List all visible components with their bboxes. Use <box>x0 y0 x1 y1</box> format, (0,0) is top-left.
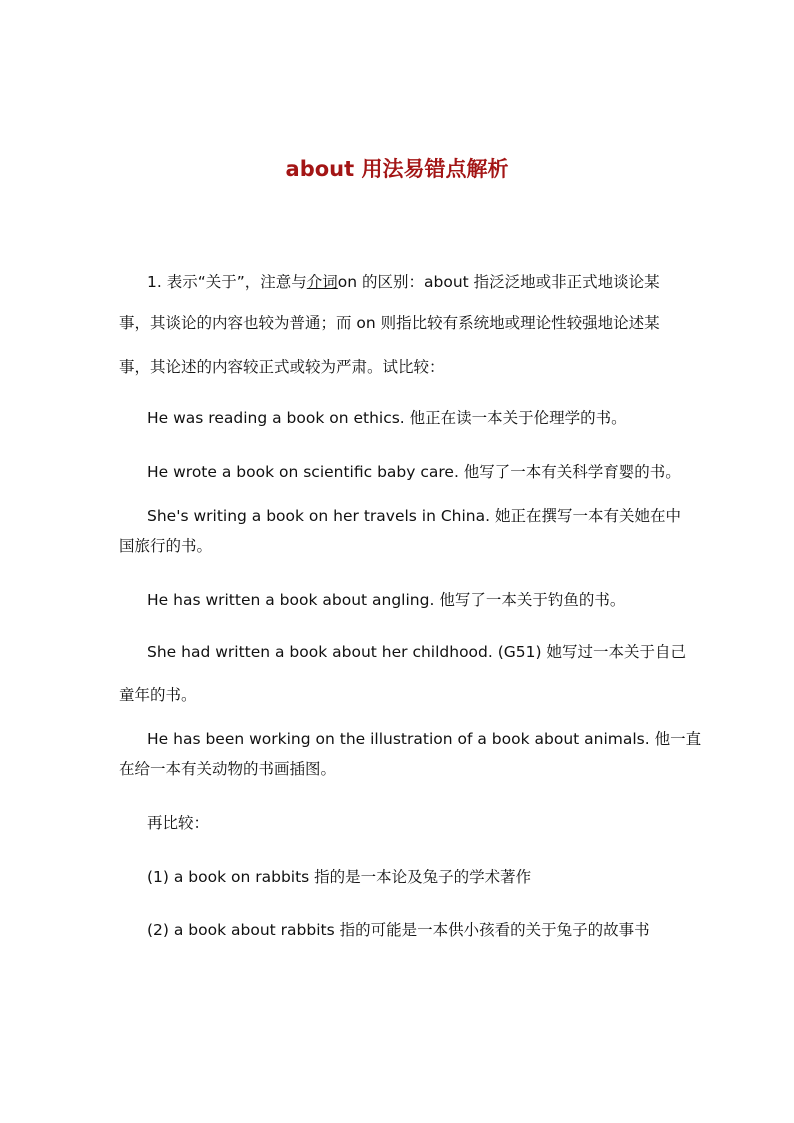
example-4: He has written a book about angling. 他写了一本关于钓鱼的书。 <box>147 591 626 609</box>
example-2: He wrote a book on scientific baby care. 他写了一本有关科学育婴的书。 <box>147 463 681 481</box>
preposition-link[interactable]: 介词 <box>306 273 338 291</box>
example-3-line-2: 国旅行的书。 <box>119 537 213 555</box>
compare-item-2: (2) a book about rabbits 指的可能是一本供小孩看的关于兔子的故事书 <box>147 921 650 939</box>
example-5-line-2: 童年的书。 <box>119 686 197 704</box>
intro-line-2: 事，其谈论的内容也较为普通；而 on 则指比较有系统地或理论性较强地论述某 <box>119 314 660 332</box>
intro-line-3: 事，其论述的内容较正式或较为严肃。试比较： <box>119 358 445 376</box>
compare-heading: 再比较： <box>147 814 210 832</box>
example-5-line-1: She had written a book about her childhood. (G51) 她写过一本关于自己 <box>147 643 686 661</box>
example-6-line-1: He has been working on the illustration of a book about animals. 他一直 <box>147 730 702 748</box>
example-1: He was reading a book on ethics. 他正在读一本关于伦理学的书。 <box>147 409 627 427</box>
intro-line-1-start: 1. 表示“关于”，注意与 <box>147 273 307 291</box>
compare-item-1: (1) a book on rabbits 指的是一本论及兔子的学术著作 <box>147 868 532 886</box>
example-3-line-1: She's writing a book on her travels in China. 她正在撰写一本有关她在中 <box>147 507 681 525</box>
intro-line-1 <box>119 271 707 293</box>
example-6-line-2: 在给一本有关动物的书画插图。 <box>119 760 337 778</box>
document-title: about 用法易错点解析 <box>285 157 509 181</box>
intro-line-1-end: on 的区别：about 指泛泛地或非正式地谈论某 <box>337 273 660 291</box>
